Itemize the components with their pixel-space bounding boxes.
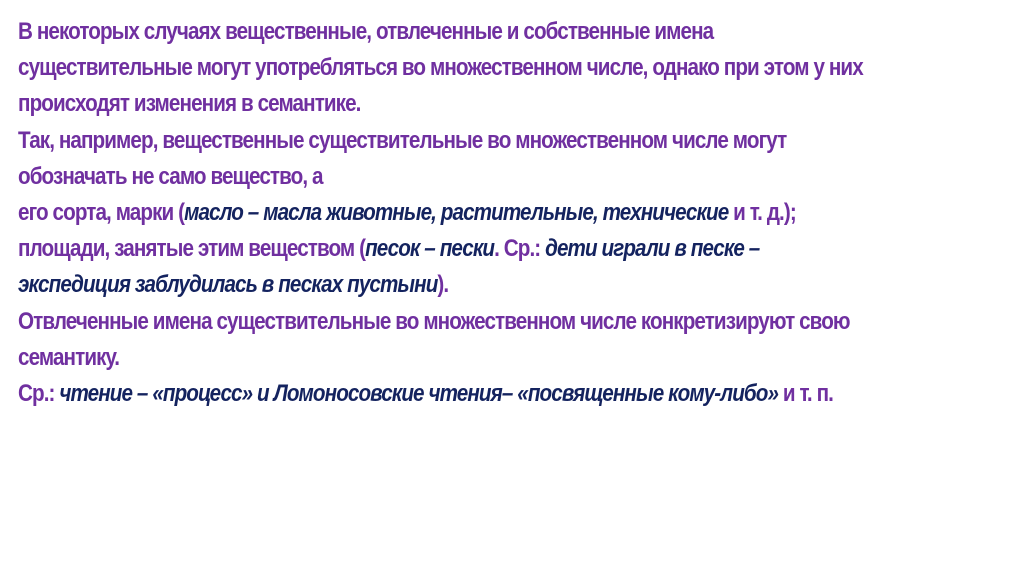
text-line <box>18 195 869 231</box>
text-line <box>18 376 869 412</box>
example-text: чтение – «процесс» и Ломоносовские чтения– «посвященные кому-либо» <box>59 379 779 407</box>
text-segment: . Ср.: <box>494 235 546 263</box>
example-text: экспедиция заблудилась в песках пустыни <box>18 271 438 299</box>
text-segment: площади, занятые этим веществом ( <box>18 235 366 263</box>
text-segment: Ср.: <box>18 379 60 407</box>
text-segment: ). <box>437 271 449 299</box>
text-segment: и т. п. <box>778 379 833 407</box>
text-line: семантику. <box>18 343 120 371</box>
text-line <box>18 231 869 267</box>
text-segment: и т. д.); <box>728 198 796 226</box>
text-line: происходят изменения в семантике. <box>18 90 361 118</box>
text-line <box>18 267 869 303</box>
slide-text-block <box>18 14 869 412</box>
text-line: Так, например, вещественные существительные во множественном числе могут <box>18 126 787 154</box>
example-text: масло – масла животные, растительные, технические <box>184 198 729 226</box>
text-line: существительные могут употребляться во множественном числе, однако при этом у них <box>18 54 863 82</box>
example-text: песок – пески <box>365 235 495 263</box>
example-text: дети играли в песке – <box>545 235 760 263</box>
text-segment: его сорта, марки ( <box>18 198 185 226</box>
text-line: В некоторых случаях вещественные, отвлеченные и собственные имена <box>18 18 714 45</box>
text-line: обозначать не само вещество, а <box>18 162 323 190</box>
text-line: Отвлеченные имена существительные во множественном числе конкретизируют свою <box>18 307 850 335</box>
